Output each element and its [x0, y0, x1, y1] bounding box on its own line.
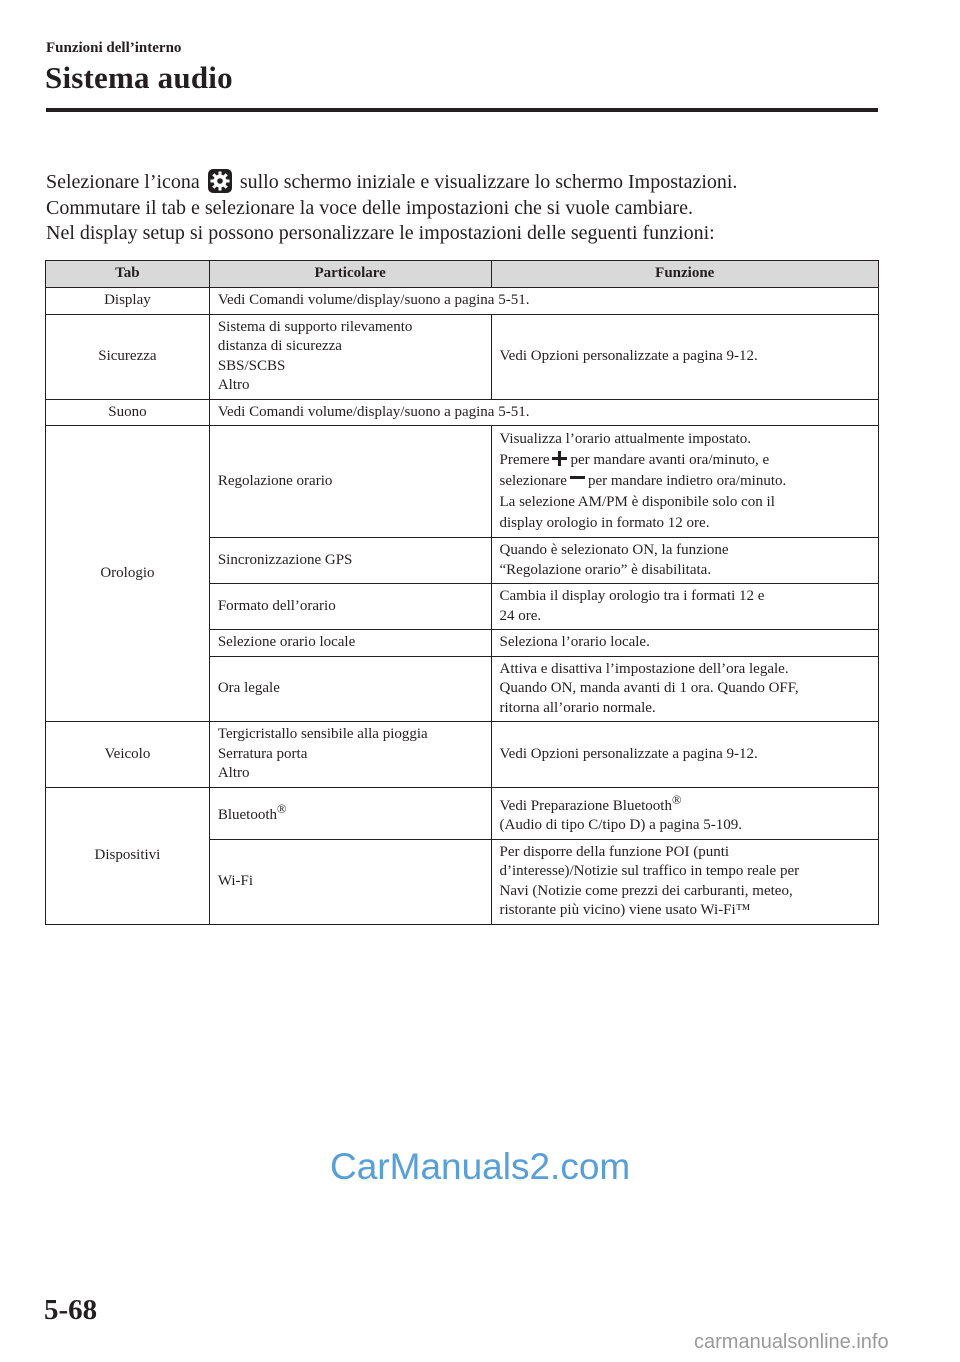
tab-cell-dispositivi: Dispositivi — [46, 787, 210, 924]
table-row — [46, 399, 879, 426]
title-divider — [46, 108, 878, 112]
item-line: Sistema di supporto rilevamento — [217, 318, 413, 335]
intro-line-1 — [46, 168, 886, 196]
particolare-cell — [209, 722, 491, 788]
bluetooth-label: Bluetooth — [217, 807, 277, 824]
intro-text — [46, 168, 886, 247]
funzione-line: Quando ON, manda avanti di 1 ora. Quando OFF, — [499, 680, 799, 696]
intro-line-3: Nel display setup si possono personalizzare le impostazioni delle seguenti funzioni: — [46, 222, 715, 244]
particolare-cell: Ora legale — [209, 656, 491, 722]
selezionare-text: selezionare — [499, 473, 567, 489]
intro-line-2: Commutare il tab e selezionare la voce delle impostazioni che si vuole cambiare. — [46, 196, 693, 219]
particolare-cell — [209, 314, 491, 399]
table-row — [46, 426, 879, 538]
item-line: Altro — [217, 377, 250, 393]
particolare-cell — [209, 787, 491, 839]
section-label: Funzioni dell’interno — [46, 40, 182, 56]
page-title: Sistema audio — [45, 60, 233, 95]
minus-icon — [570, 472, 585, 487]
intro-line-1-end: sullo schermo iniziale e visualizzare lo schermo Impostazioni. — [239, 171, 738, 193]
funzione-cell — [491, 787, 879, 839]
funzione-line: Visualizza l’orario attualmente impostato. — [499, 431, 752, 447]
item-line: Serratura porta — [217, 745, 308, 762]
item-line: Altro — [217, 765, 250, 781]
watermark: CarManuals2.com — [330, 1146, 631, 1187]
funzione-line: Per disporre della funzione POI (punti — [499, 843, 730, 860]
particolare-cell: Regolazione orario — [209, 426, 491, 538]
funzione-line: 24 ore. — [499, 607, 542, 624]
particolare-cell: Wi-Fi — [209, 839, 491, 924]
item-line: SBS/SCBS — [217, 357, 286, 374]
registered-mark: ® — [277, 802, 287, 817]
settings-gear-icon — [207, 168, 233, 194]
table-row — [46, 288, 879, 315]
item-line: Tergicristallo sensibile alla pioggia — [217, 726, 428, 742]
footer-url: carmanualsonline.info — [694, 1331, 889, 1353]
funzione-line: “Regolazione orario” è disabilitata. — [499, 561, 712, 578]
premere-text: Premere — [499, 452, 550, 468]
funzione-cell — [491, 656, 879, 722]
funzione-cell — [491, 538, 879, 584]
funzione-cell — [491, 839, 879, 924]
registered-mark: ® — [671, 792, 682, 807]
funzione-line: Navi (Notizie come prezzi dei carburanti, meteo, — [499, 882, 793, 899]
selezionare-rest: per mandare indietro ora/minuto. — [587, 473, 787, 489]
funzione-cell: Vedi Opzioni personalizzate a pagina 9-12. — [491, 722, 879, 788]
funzione-line — [500, 791, 871, 817]
bluetooth-ref: Vedi Preparazione Bluetooth — [499, 797, 672, 814]
table-row — [46, 722, 879, 788]
tab-cell-orologio: Orologio — [46, 426, 210, 722]
funzione-cell: Vedi Opzioni personalizzate a pagina 9-12. — [491, 314, 879, 399]
header-tab: Tab — [46, 261, 210, 288]
funzione-line: Cambia il display orologio tra i formati 12 e — [499, 588, 765, 604]
settings-table — [45, 260, 879, 925]
funzione-cell — [491, 584, 879, 630]
header-particolare: Particolare — [209, 261, 491, 288]
funzione-line — [500, 450, 871, 471]
funzione-line: d’interesse)/Notizie sul traffico in tempo reale per — [499, 863, 800, 879]
table-header-row — [46, 261, 879, 288]
premere-rest: per mandare avanti ora/minuto, e — [570, 452, 770, 468]
funzione-line: ritorna all’orario normale. — [499, 699, 656, 716]
funzione-cell — [491, 426, 879, 538]
particolare-cell: Sincronizzazione GPS — [209, 538, 491, 584]
funzione-line: Attiva e disattiva l’impostazione dell’ora legale. — [499, 660, 789, 677]
tab-cell-suono: Suono — [46, 399, 210, 426]
particolare-cell: Selezione orario locale — [209, 630, 491, 657]
plus-icon — [552, 451, 567, 466]
funzione-cell: Seleziona l’orario locale. — [491, 630, 879, 657]
funzione-line: ristorante più vicino) viene usato Wi-Fi™ — [499, 902, 751, 918]
table-row — [46, 787, 879, 839]
display-cell: Vedi Comandi volume/display/suono a pagina 5-51. — [209, 288, 878, 315]
particolare-cell: Formato dell’orario — [209, 584, 491, 630]
funzione-line: La selezione AM/PM è disponibile solo con il — [499, 494, 775, 510]
funzione-line: display orologio in formato 12 ore. — [499, 515, 710, 531]
suono-cell: Vedi Comandi volume/display/suono a pagina 5-51. — [209, 399, 878, 426]
tab-cell-sicurezza: Sicurezza — [46, 314, 210, 399]
page-number: 5-68 — [44, 1294, 98, 1326]
funzione-line: Quando è selezionato ON, la funzione — [499, 542, 729, 558]
item-line: distanza di sicurezza — [217, 338, 342, 354]
funzione-line: (Audio di tipo C/tipo D) a pagina 5-109. — [499, 817, 742, 833]
header-funzione: Funzione — [491, 261, 879, 288]
table-row — [46, 314, 879, 399]
tab-cell-display: Display — [46, 288, 210, 315]
intro-line-1-start: Selezionare l’icona — [46, 171, 200, 193]
funzione-line — [500, 471, 871, 492]
tab-cell-veicolo: Veicolo — [46, 722, 210, 788]
